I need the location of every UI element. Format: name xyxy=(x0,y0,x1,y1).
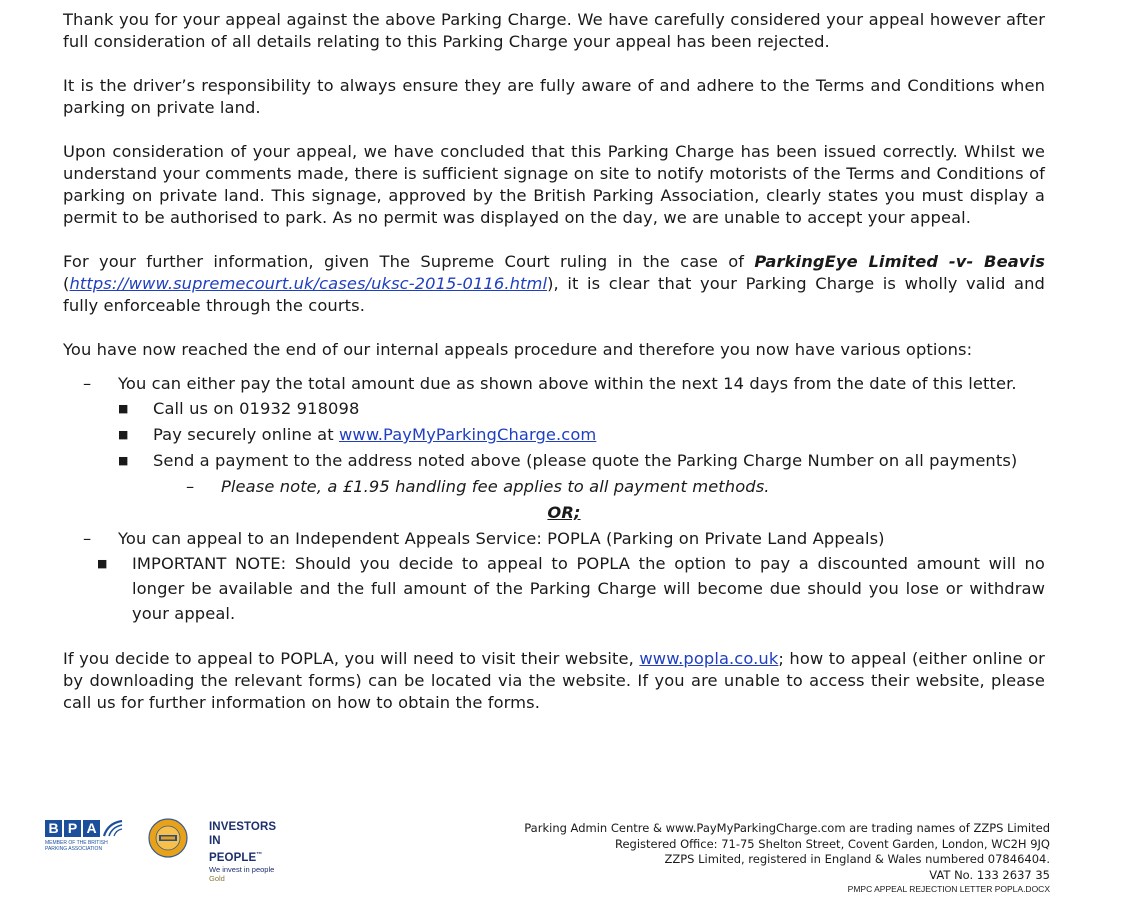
send-payment-text: Send a payment to the address noted above (please quote the Parking Charge Number on all payments) xyxy=(153,451,1018,470)
important-note-text: IMPORTANT NOTE: Should you decide to appeal to POPLA the option to pay a discounted amount will no longer be available and the full amount of the Parking Charge will become due should you lose or withdraw your appeal. xyxy=(132,554,1045,623)
case-name: ParkingEye Limited -v- Beavis xyxy=(754,252,1045,271)
dash-marker: – xyxy=(186,477,195,496)
important-note xyxy=(63,551,1045,626)
fee-note-list xyxy=(118,474,1045,500)
bpa-caption: MEMBER OF THE BRITISH PARKING ASSOCIATION xyxy=(45,840,108,852)
close-paren: ) xyxy=(547,274,554,293)
footer-vat-number: VAT No. 133 2637 35 xyxy=(929,867,1050,882)
bpa-wordmark xyxy=(45,820,130,837)
options-list xyxy=(63,371,1045,551)
iip-title xyxy=(209,820,276,865)
footer-trading-names: Parking Admin Centre & www.PayMyParkingCharge.com are trading names of ZZPS Limited xyxy=(524,821,1050,835)
square-bullet-icon: ■ xyxy=(118,454,129,467)
or-separator xyxy=(63,500,1045,526)
paragraph-popla-website xyxy=(63,648,1045,714)
iip-tagline xyxy=(209,865,276,883)
paragraph-appeal-rejected: Thank you for your appeal against the above Parking Charge. We have carefully considered your appeal however after full consideration of all details relating to this Parking Charge your appeal has been rejected. xyxy=(63,10,1045,51)
approved-operator-seal-icon xyxy=(148,818,188,858)
popla-suffix: ; how to appeal (either online or by downloading the relevant forms) can be located via the website. If you are unable to access their website, please call us for further information on how to obtain the forms. xyxy=(63,649,1045,712)
payment-methods-list xyxy=(118,396,1045,474)
option-popla xyxy=(63,526,1045,551)
square-bullet-icon: ■ xyxy=(118,402,129,415)
dash-marker: – xyxy=(83,374,92,393)
important-note-list xyxy=(63,551,1045,626)
open-paren: ( xyxy=(63,274,70,293)
option-popla-text: You can appeal to an Independent Appeals Service: POPLA (Parking on Private Land Appeals) xyxy=(118,529,885,548)
footer-registered-office: Registered Office: 71-75 Shelton Street, Covent Garden, London, WC2H 9JQ xyxy=(614,836,1050,851)
popla-link[interactable]: www.popla.co.uk xyxy=(639,649,779,668)
pay-online-link[interactable]: www.PayMyParkingCharge.com xyxy=(339,425,597,444)
fee-note-text: Please note, a £1.95 handling fee applies to all payment methods. xyxy=(221,477,770,496)
letter-body xyxy=(63,9,1045,736)
bpa-logo xyxy=(45,820,130,852)
option-pay xyxy=(63,371,1045,500)
investors-in-people-logo xyxy=(209,820,276,883)
popla-prefix: If you decide to appeal to POPLA, you will need to visit their website, xyxy=(63,649,640,668)
iip-tag-text: We invest in people xyxy=(209,864,275,874)
dash-marker: – xyxy=(83,529,92,548)
call-text: Call us on 01932 918098 xyxy=(153,399,360,418)
iip-title-start: INVESTORS IN PE xyxy=(209,821,277,864)
iip-title-o: O xyxy=(224,851,234,864)
footer-registration-number: ZZPS Limited, registered in England & Wales numbered 07846404. xyxy=(664,852,1050,866)
fee-note xyxy=(118,474,1045,500)
footer-company-info xyxy=(524,821,1050,895)
option-pay-text: You can either pay the total amount due as shown above within the next 14 days from the date of this letter. xyxy=(118,374,1017,393)
payment-method-online xyxy=(118,422,1045,448)
pay-online-prefix: Pay securely online at xyxy=(153,425,340,444)
supreme-court-link[interactable]: https://www.supremecourt.uk/cases/uksc-2015-0116.html xyxy=(69,274,548,293)
square-bullet-icon: ■ xyxy=(97,557,108,570)
square-bullet-icon: ■ xyxy=(118,428,129,441)
paragraph-end-of-appeals: You have now reached the end of our internal appeals procedure and therefore you now have various options: xyxy=(63,340,973,359)
paragraph-supreme-court xyxy=(63,251,1045,317)
paragraph-consideration: Upon consideration of your appeal, we have concluded that this Parking Charge has been issued correctly. Whilst we understand your comments made, there is sufficient signage on site to notify motorists of the Terms and Conditions of parking on private land. This signage, approved by the British Parking Association, clearly states you must display a permit to be authorised to park. As no permit was displayed on the day, we are unable to accept your appeal. xyxy=(63,142,1045,227)
or-text: OR; xyxy=(547,503,581,522)
bpa-letter-a: A xyxy=(83,820,100,837)
iip-title-end: PLE xyxy=(233,851,257,864)
payment-method-post xyxy=(118,448,1045,474)
supreme-court-intro: For your further information, given The Supreme Court ruling in the case of xyxy=(63,252,755,271)
payment-method-call xyxy=(118,396,1045,422)
bpa-letter-p: P xyxy=(64,820,81,837)
iip-level: Gold xyxy=(209,873,225,883)
bpa-letter-b: B xyxy=(45,820,62,837)
paragraph-driver-responsibility: It is the driver’s responsibility to always ensure they are fully aware of and adhere to the Terms and Conditions when parking on private land. xyxy=(63,76,1045,117)
bpa-swoosh-icon xyxy=(102,820,124,837)
supreme-court-outro: , it is clear that your Parking Charge is wholly valid and fully enforceable through the courts. xyxy=(63,274,1045,315)
iip-trademark: ™ xyxy=(256,852,263,858)
footer-document-reference: PMPC APPEAL REJECTION LETTER POPLA.DOCX xyxy=(847,884,1050,894)
